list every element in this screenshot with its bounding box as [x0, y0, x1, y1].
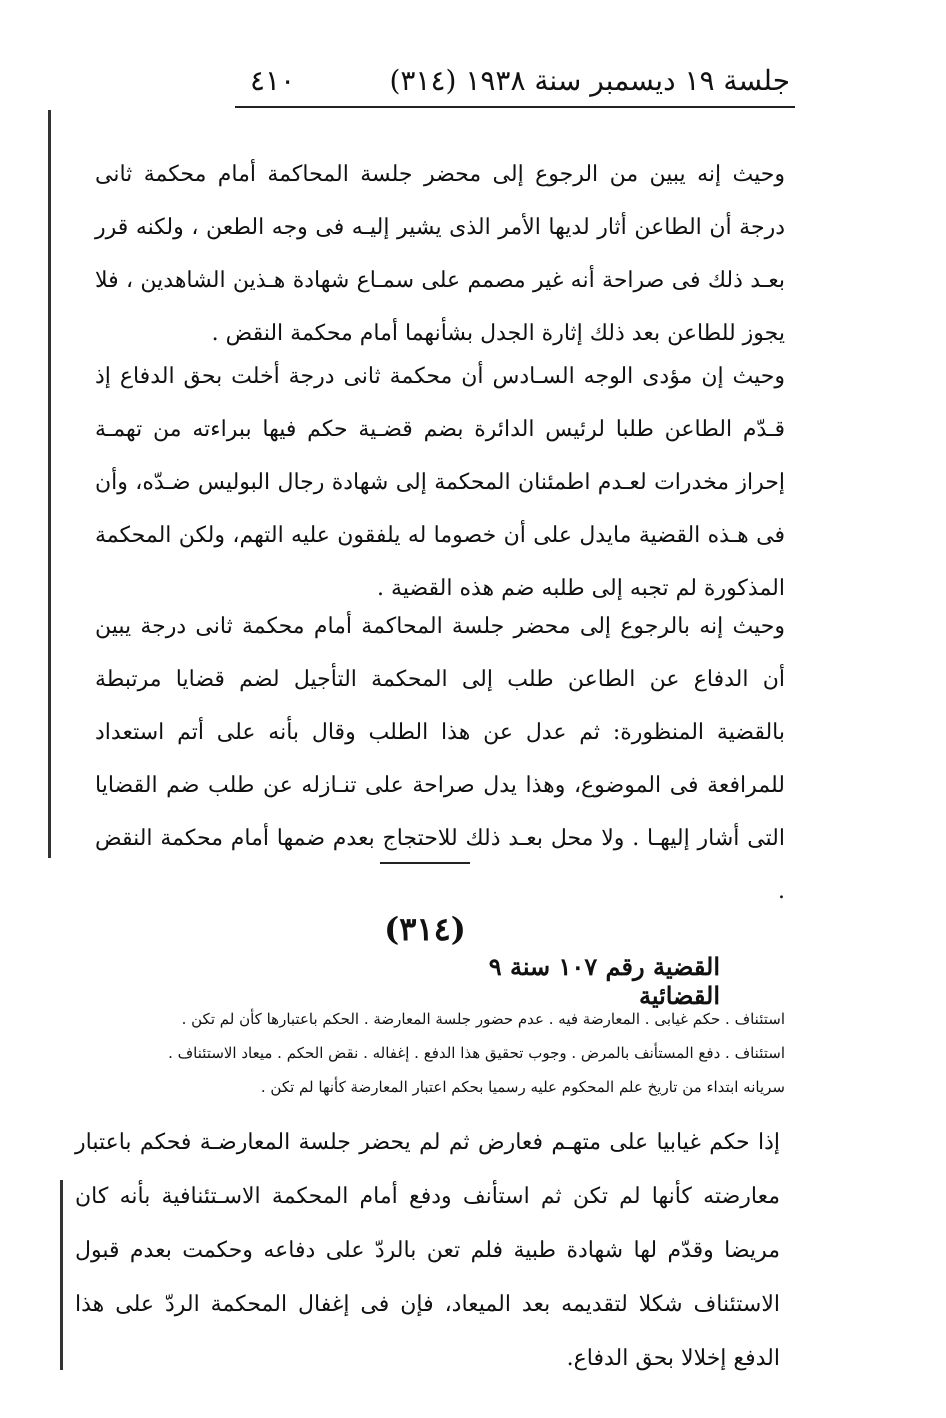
page-number: ٤١٠ [250, 63, 296, 97]
paragraph-text: وحيث إن مؤدى الوجه السـادس أن محكمة ثانى درجة أخلت بحق الدفاع إذ قـدّم الطاعن طلبا لرئيس الدائرة بضم قضـية حكم فيها ببراءته من تهمـة إحراز مخدرات لعـدم اطمئنان المحكمة إلى شهادة رجال البوليس ضـدّه، وأن فى هـذه القضية مايدل على أن خصوما له يلفقون عليه التهم، ولكن المحكمة المذكورة لم تجبه إلى طلبه ضم هذه القضية . [95, 364, 785, 601]
paragraph-1 [95, 148, 785, 360]
paragraph-text: وحيث إنه بالرجوع إلى محضر جلسة المحاكمة أمام محكمة ثانى درجة يبين أن الدفاع عن الطاعن طلب إلى المحكمة التأجيل لضم قضايا مرتبطة بالقضية المنظورة: ثم عدل عن هذا الطلب وقال بأنه على أتم استعداد للمرافعة فى الموضوع، وهذا يدل صراحة على تنـازله عن طلب ضم القضايا التى أشار إليهـا . ولا محل بعـد ذلك للاحتجاج بعدم ضمها أمام محكمة النقض . [95, 614, 785, 904]
margin-line [48, 110, 51, 858]
principle-text: إذا حكم غيابيا على متهـم فعارض ثم لم يحضر جلسة المعارضـة فحكم باعتبار معارضته كأنها لم تكن ثم استأنف ودفع أمام المحكمة الاسـتئنافية بأنه كان مريضا وقدّم لها شهادة طبية فلم تعن بالردّ على دفاعه وحكمت بعدم قبول الاستئناف شكلا لتقديمه بعد الميعاد، فإن فى إغفال المحكمة الردّ على هذا الدفع إخلالا بحق الدفاع. [75, 1130, 780, 1371]
case-summary [85, 1002, 785, 1104]
paragraph-2 [95, 350, 785, 615]
summary-line: استئناف . دفع المستأنف بالمرض . وجوب تحقيق هذا الدفع . إغفاله . نقض الحكم . ميعاد الاستئناف . [168, 1044, 785, 1062]
margin-line-lower [60, 1180, 63, 1370]
section-divider [380, 862, 470, 864]
paragraph-text: وحيث إنه يبين من الرجوع إلى محضر جلسة المحاكمة أمام محكمة ثانى درجة أن الطاعن أثار لديها الأمر الذى يشير إليـه فى وجه الطعن ، ولكنه قرر بعـد ذلك فى صراحة أنه غير مصمم على سمـاع شهادة هـذين الشاهدين ، فلا يجوز للطاعن بعد ذلك إثارة الجدل بشأنهما أمام محكمة النقض . [95, 162, 785, 346]
header-divider [235, 106, 795, 108]
summary-line: سريانه ابتداء من تاريخ علم المحكوم عليه رسميا بحكم اعتبار المعارضة كأنها لم تكن . [260, 1078, 785, 1096]
session-title: جلسة ١٩ ديسمبر سنة ١٩٣٨ (٣١٤) [389, 63, 790, 97]
case-number: (٣١٤) [384, 910, 466, 948]
page-header [250, 60, 790, 100]
case-title: القضية رقم ١٠٧ سنة ٩ القضائية [488, 952, 720, 1010]
legal-principle [75, 1116, 780, 1386]
summary-line: استئناف . حكم غيابى . المعارضة فيه . عدم حضور جلسة المعارضة . الحكم باعتبارها كأن لم تكن . [181, 1010, 785, 1028]
paragraph-3 [95, 600, 785, 918]
